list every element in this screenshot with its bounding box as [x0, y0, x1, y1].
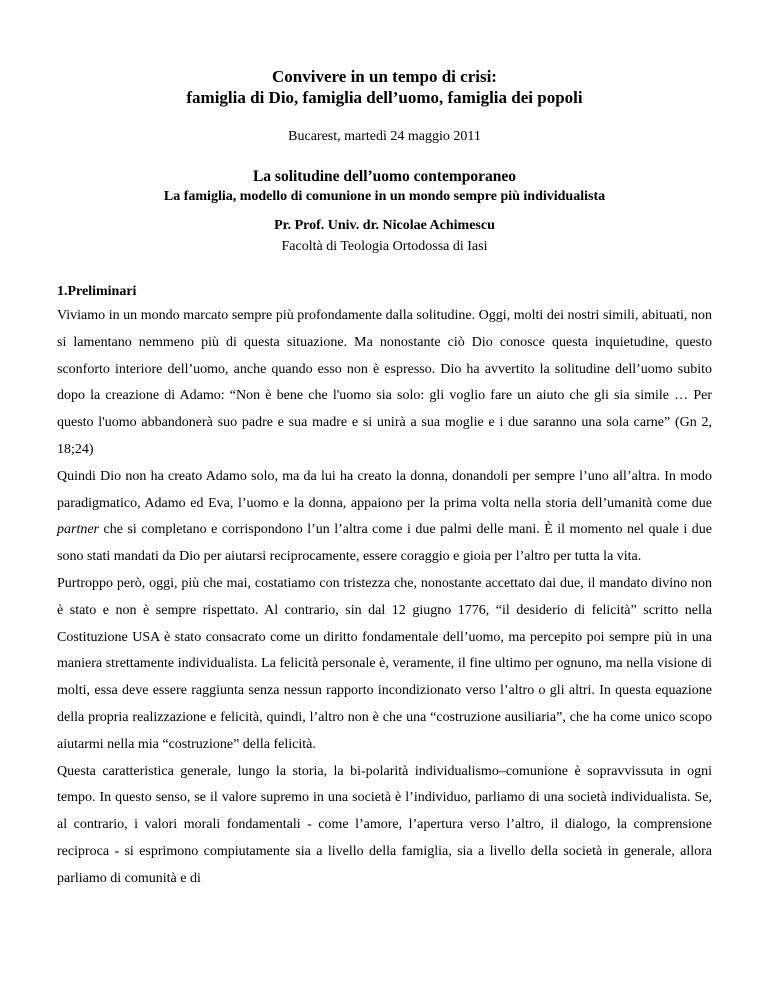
author-name: Pr. Prof. Univ. dr. Nicolae Achimescu: [274, 218, 495, 233]
paragraph-2: [57, 464, 712, 571]
lecture-title: La solitudine dell’uomo contemporaneo: [252, 168, 517, 185]
paragraph-2-part-2: che si completano e corrispondono l’un l’altra come i due palmi delle mani. È il momento nel quale i due sono stati mandati da Dio per aiutarsi reciprocamente, essere coraggio e gioia per l’altro per tutta la vita.: [57, 522, 712, 565]
main-title-line-1: Convivere in un tempo di crisi:: [272, 67, 497, 86]
event-date: Bucarest, martedì 24 maggio 2011: [288, 129, 481, 144]
document-header: [57, 66, 712, 256]
paragraph-4: Questa caratteristica generale, lungo la storia, la bi-polarità individualismo–comunione è sopravvissuta in ogni tempo. In questo senso, se il valore supremo in una società è l’individuo, parliamo di una società individualista. Se, al contrario, i valori morali fondamentali - come l’amore, l’apertura verso l’altro, il dialogo, la comprensione reciproca - si esprimono compiutamente sia a livello della famiglia, sia a livello della società in generale, allora parliamo di comunità e di: [57, 763, 712, 886]
paragraph-2-part-1: Quindi Dio non ha creato Adamo solo, ma da lui ha creato la donna, donandoli per sempre l’uno all’altra. In modo paradigmatico, Adamo ed Eva, l’uomo e la donna, appaiono per la prima volta nella storia dell’umanità come due: [57, 468, 712, 511]
paragraph-3: Purtroppo però, oggi, più che mai, costatiamo con tristezza che, nonostante accettato dai due, il mandato divino non è stato e non è sempre rispettato. Al contrario, sin dal 12 giugno 1776, “il desiderio di felicità” scritto nella Costituzione USA è stato consacrato come un diritto fondamentale dell’uomo, ma percepito poi sempre più in una maniera strettamente individualista. La felicità personale è, veramente, il fine ultimo per ognuno, ma nella visione di molti, essa deve essere raggiunta senza nessun rapporto incondizionato verso l’altro o gli altri. In questa equazione della propria realizzazione e felicità, quindi, l’altro non è che una “costruzione ausiliaria”, che ha come unico scopo aiutarmi nella mia “costruzione” della felicità.: [57, 575, 712, 752]
section-heading: 1.Preliminari: [57, 284, 137, 299]
paragraph-1: Viviamo in un mondo marcato sempre più profondamente dalla solitudine. Oggi, molti dei nostri simili, abituati, non si lamentano nemmeno più di questa situazione. Ma nonostante ciò Dio conosce questa inquietudine, questo sconforto interiore dell’uomo, anche quando esso non è espresso. Dio ha avvertito la solitudine dell’uomo subito dopo la creazione di Adamo: “Non è bene che l'uomo sia solo: gli voglio fare un aiuto che gli sia simile … Per questo l'uomo abbandonerà suo padre e sua madre e si unirà a sua moglie e i due saranno una sola carne” (Gn 2, 18;24): [57, 308, 712, 457]
author-affiliation: Facoltà di Teologia Ortodossa di Iasi: [281, 239, 488, 254]
body-text: [57, 303, 712, 893]
lecture-subtitle: La famiglia, modello di comunione in un mondo sempre più individualista: [163, 189, 606, 204]
paragraph-2-italic-term: partner: [57, 522, 99, 538]
main-title-line-2: famiglia di Dio, famiglia dell’uomo, famiglia dei popoli: [186, 88, 583, 107]
